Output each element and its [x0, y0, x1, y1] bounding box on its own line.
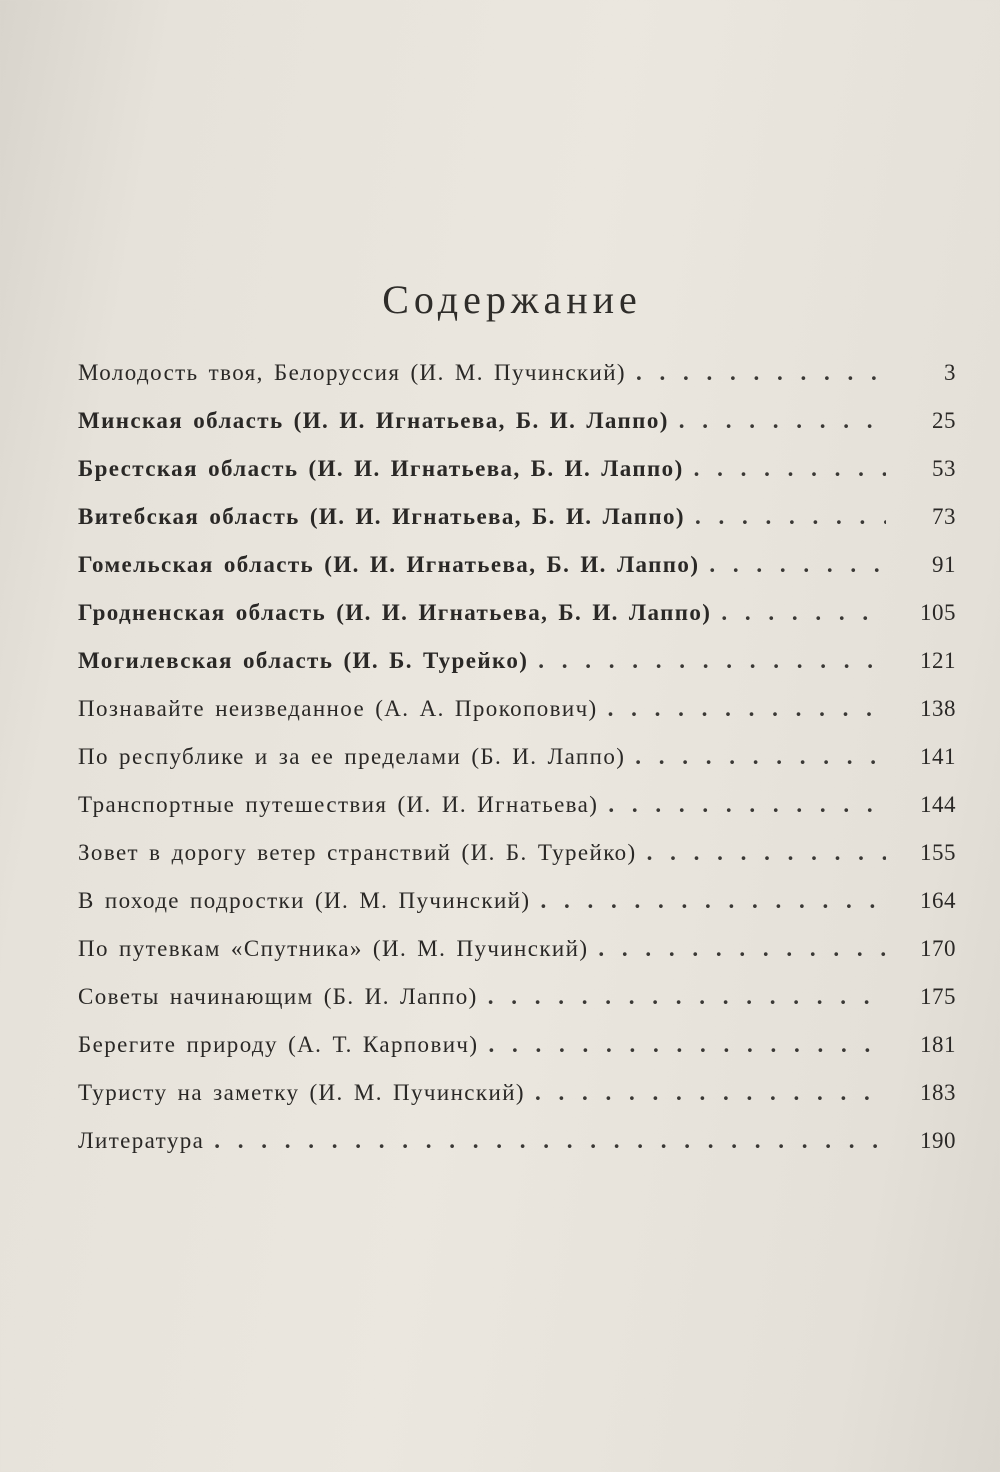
toc-leader-dots [488, 984, 886, 1010]
toc-entry [78, 792, 956, 840]
toc-leader-dots [721, 600, 886, 626]
toc-leader-dots [636, 360, 886, 386]
toc-leader-dots [694, 456, 886, 482]
toc-entry-title: Могилевская область (И. Б. Турейко) [78, 648, 529, 673]
toc-entry-title: Познавайте неизведанное (А. А. Прокопович) [78, 696, 598, 721]
toc-entry-title: По путевкам «Спутника» (И. М. Пучинский) [78, 936, 589, 961]
toc-leader-dots [488, 1032, 886, 1058]
toc-entry-title: Гродненская область (И. И. Игнатьева, Б. И. Лаппо) [78, 600, 712, 625]
toc-entry-title: В походе подростки (И. М. Пучинский) [78, 888, 531, 913]
toc-entry-page: 53 [932, 456, 956, 481]
toc-leader-dots [538, 648, 886, 674]
toc-entry-page: 175 [920, 984, 956, 1009]
table-of-contents [78, 360, 956, 1176]
toc-entry-title: Советы начинающим (Б. И. Лаппо) [78, 984, 478, 1009]
toc-entry-page: 138 [920, 696, 956, 721]
toc-leader-dots [535, 1080, 886, 1106]
toc-entry-page: 155 [920, 840, 956, 865]
toc-entry-page: 183 [920, 1080, 956, 1105]
toc-entry-title: Туристу на заметку (И. М. Пучинский) [78, 1080, 525, 1105]
toc-entry [78, 600, 956, 648]
toc-entry-page: 121 [920, 648, 956, 673]
toc-entry-title: Брестская область (И. И. Игнатьева, Б. И. Лаппо) [78, 456, 684, 481]
toc-leader-dots [695, 504, 886, 530]
toc-entry-title: Транспортные путешествия (И. И. Игнатьева) [78, 792, 599, 817]
toc-entry [78, 504, 956, 552]
toc-leader-dots [679, 408, 886, 434]
toc-entry [78, 360, 956, 408]
toc-leader-dots [635, 744, 886, 770]
toc-entry [78, 648, 956, 696]
toc-entry [78, 984, 956, 1032]
toc-entry-page: 3 [944, 360, 956, 385]
toc-entry [78, 552, 956, 600]
toc-entry-title: Берегите природу (А. Т. Карпович) [78, 1032, 479, 1057]
page-title: Содержание [382, 277, 642, 322]
toc-entry [78, 456, 956, 504]
toc-entry [78, 408, 956, 456]
toc-entry [78, 936, 956, 984]
toc-entry [78, 1032, 956, 1080]
toc-entry-page: 144 [920, 792, 956, 817]
toc-entry-title: Зовет в дорогу ветер странствий (И. Б. Турейко) [78, 840, 637, 865]
toc-entry-page: 25 [932, 408, 956, 433]
toc-leader-dots [598, 936, 886, 962]
toc-entry-title: Гомельская область (И. И. Игнатьева, Б. И. Лаппо) [78, 552, 700, 577]
toc-entry-title: По республике и за ее пределами (Б. И. Лаппо) [78, 744, 626, 769]
toc-entry-page: 91 [932, 552, 956, 577]
toc-entry-page: 190 [920, 1128, 956, 1153]
toc-entry [78, 744, 956, 792]
toc-leader-dots [540, 888, 886, 914]
toc-entry-page: 73 [932, 504, 956, 529]
toc-entry-title: Молодость твоя, Белоруссия (И. М. Пучинский) [78, 360, 626, 385]
toc-entry-page: 141 [920, 744, 956, 769]
toc-leader-dots [647, 840, 886, 866]
toc-entry [78, 888, 956, 936]
toc-entry [78, 840, 956, 888]
toc-entry [78, 696, 956, 744]
toc-entry-page: 164 [920, 888, 956, 913]
toc-leader-dots [214, 1128, 886, 1154]
toc-entry-page: 181 [920, 1032, 956, 1057]
toc-entry [78, 1080, 956, 1128]
toc-leader-dots [709, 552, 886, 578]
toc-entry-page: 105 [920, 600, 956, 625]
toc-leader-dots [608, 696, 886, 722]
toc-entry-title: Минская область (И. И. Игнатьева, Б. И. Лаппо) [78, 408, 669, 433]
toc-entry-title: Витебская область (И. И. Игнатьева, Б. И. Лаппо) [78, 504, 685, 529]
toc-entry-page: 170 [920, 936, 956, 961]
toc-entry [78, 1128, 956, 1176]
toc-leader-dots [608, 792, 886, 818]
toc-entry-title: Литература [78, 1128, 205, 1153]
